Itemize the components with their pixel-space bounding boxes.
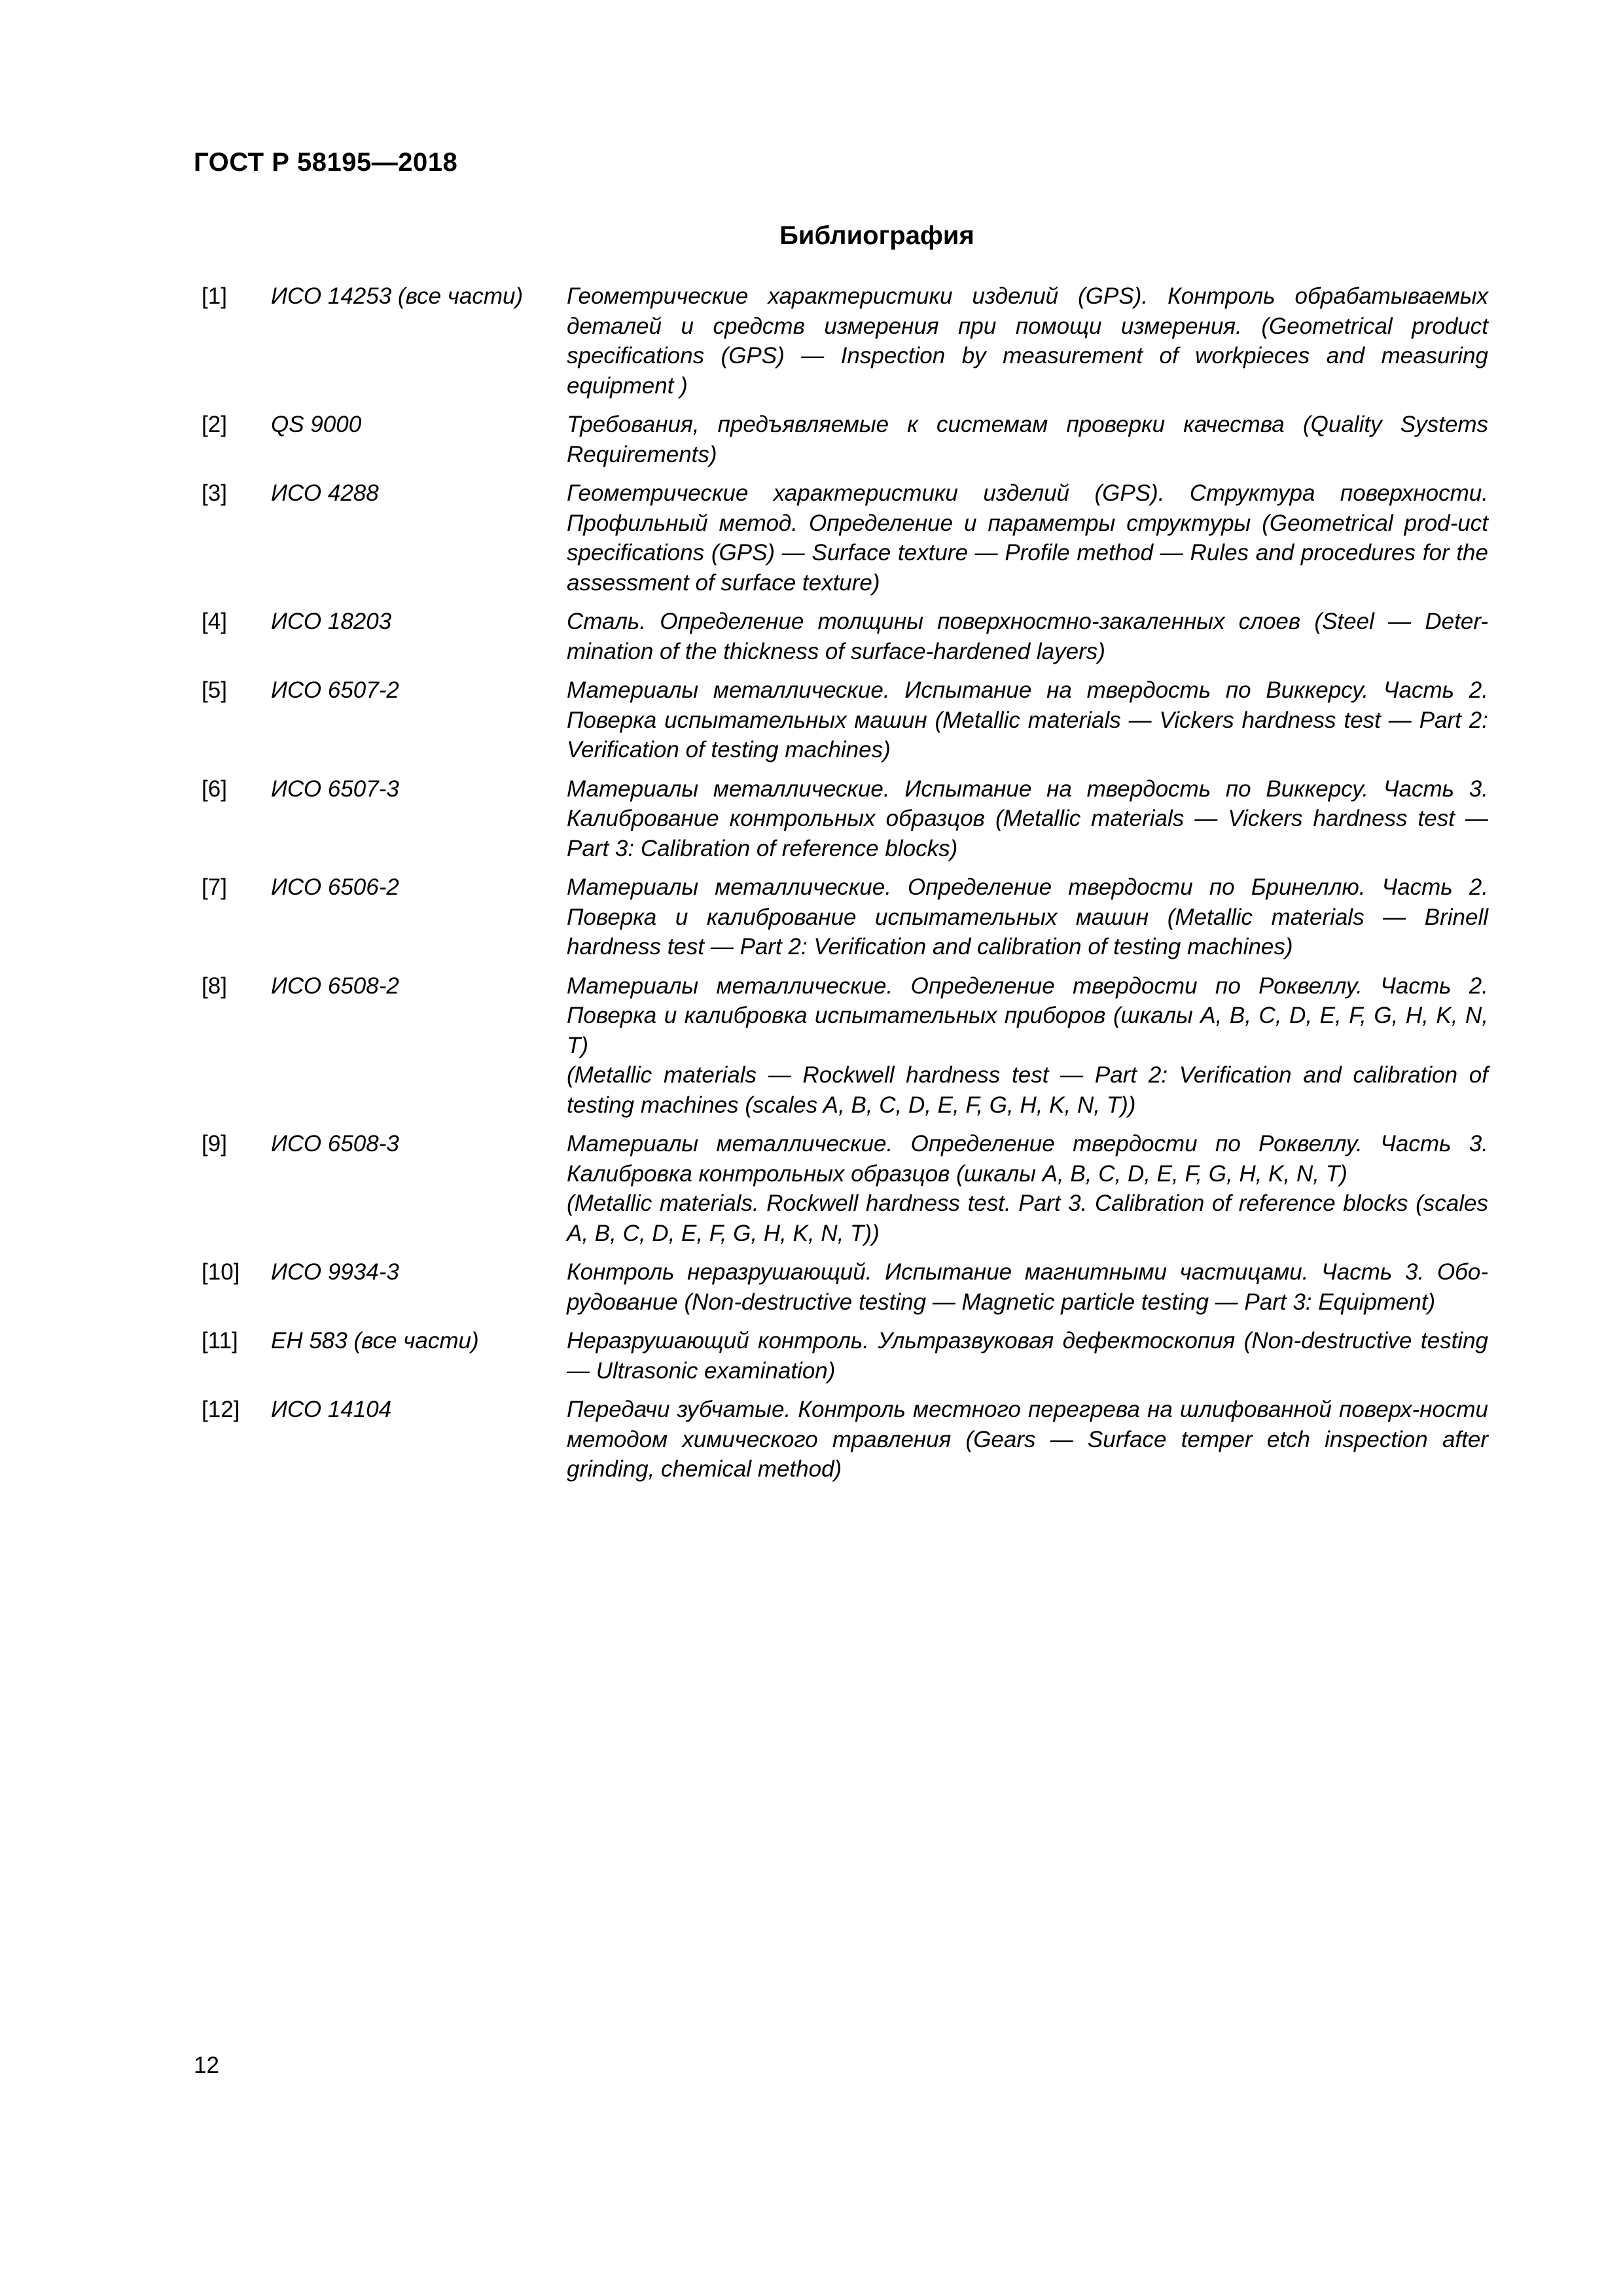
section-title: Библиография bbox=[779, 221, 974, 250]
description-paragraph: Материалы металлические. Испытание на твердость по Виккерсу. Часть 2. Поверка испытательных машин (Metallic materials — Vickers hardness test — Part 2: Verification of testing machines) bbox=[567, 677, 1488, 762]
standard-code: ИСО 9934-3 bbox=[271, 1259, 399, 1285]
description-paragraph: Геометрические характеристики изделий (GPS). Структура поверхности. Профильный метод. Определение и параметры структуры (Geometrical prod-uct specifications (GPS) — Surface texture — Profile method — Rules and procedures for the assessment of surface texture) bbox=[567, 480, 1488, 596]
bibliography-entry bbox=[202, 872, 1488, 962]
bibliography-entry bbox=[202, 410, 1488, 469]
entry-number: [4] bbox=[202, 609, 227, 634]
page-number: 12 bbox=[194, 2053, 219, 2078]
bibliography-entry bbox=[202, 971, 1488, 1121]
standard-description bbox=[567, 971, 1488, 1121]
standard-description bbox=[567, 1395, 1488, 1484]
standard-description bbox=[567, 607, 1488, 666]
bibliography-entry bbox=[202, 675, 1488, 765]
standard-code: ИСО 4288 bbox=[271, 480, 379, 506]
description-paragraph: Неразрушающий контроль. Ультразвуковая дефектоскопия (Non-destructive testing — Ultrasonic examination) bbox=[567, 1328, 1488, 1384]
standard-description bbox=[567, 410, 1488, 469]
document-header: ГОСТ Р 58195—2018 bbox=[194, 148, 458, 177]
description-paragraph: Сталь. Определение толщины поверхностно-закаленных слоев (Steel — Deter-mination of the thickness of surface-hardened layers) bbox=[567, 609, 1488, 664]
standard-code: QS 9000 bbox=[271, 412, 362, 437]
entry-number: [8] bbox=[202, 973, 227, 999]
standard-code: ИСО 14104 bbox=[271, 1397, 392, 1422]
standard-code: ИСО 6508-3 bbox=[271, 1131, 399, 1157]
entry-number: [10] bbox=[202, 1259, 240, 1285]
entry-number: [12] bbox=[202, 1397, 240, 1422]
description-paragraph: Материалы металлические. Определение твердости по Роквеллу. Часть 3. Калибровка контрольных образцов (шкалы A, B, C, D, E, F, G, H, K, N, T) bbox=[567, 1131, 1488, 1187]
description-paragraph: Передачи зубчатые. Контроль местного перегрева на шлифованной поверх-ности методом химического травления (Gears — Surface temper etch inspection after grinding, chemical method) bbox=[567, 1397, 1488, 1482]
bibliography-entry bbox=[202, 281, 1488, 401]
standard-code: ИСО 14253 (все части) bbox=[271, 283, 524, 309]
entry-number: [7] bbox=[202, 874, 227, 900]
bibliography-entry bbox=[202, 607, 1488, 666]
description-paragraph: Материалы металлические. Определение твердости по Роквеллу. Часть 2. Поверка и калибровка испытательных приборов (шкалы A, B, C, D, E, F, G, H, K, N, T) bbox=[567, 973, 1488, 1058]
standard-description bbox=[567, 1257, 1488, 1317]
standard-code: ИСО 6507-3 bbox=[271, 776, 399, 802]
entry-number: [2] bbox=[202, 412, 227, 437]
bibliography-entry bbox=[202, 478, 1488, 598]
bibliography-entry bbox=[202, 1326, 1488, 1386]
standard-code: ЕН 583 (все части) bbox=[271, 1328, 479, 1354]
bibliography-entry bbox=[202, 1129, 1488, 1248]
standard-description bbox=[567, 478, 1488, 598]
description-paragraph: Контроль неразрушающий. Испытание магнитными частицами. Часть 3. Обо-рудование (Non-destructive testing — Magnetic particle testing — Part 3: Equipment) bbox=[567, 1259, 1488, 1315]
entry-number: [5] bbox=[202, 677, 227, 703]
entry-number: [11] bbox=[202, 1328, 238, 1354]
standard-description bbox=[567, 872, 1488, 962]
standard-description bbox=[567, 675, 1488, 765]
bibliography-entry bbox=[202, 774, 1488, 864]
bibliography-entry bbox=[202, 1395, 1488, 1484]
standard-description bbox=[567, 1129, 1488, 1248]
entry-number: [6] bbox=[202, 776, 227, 802]
entry-number: [1] bbox=[202, 283, 227, 309]
description-paragraph: (Metallic materials — Rockwell hardness test — Part 2: Verification and calibration of testing machines (scales A, B, C, D, E, F, G, H, K, N, T)) bbox=[567, 1062, 1488, 1118]
standard-code: ИСО 18203 bbox=[271, 609, 392, 634]
standard-description bbox=[567, 281, 1488, 401]
standard-description bbox=[567, 1326, 1488, 1386]
description-paragraph: Геометрические характеристики изделий (GPS). Контроль обрабатываемых деталей и средств измерения при помощи измерения. (Geometrical product specifications (GPS) — Inspection by measurement of workpieces and measuring equipment ) bbox=[567, 283, 1488, 399]
standard-description bbox=[567, 774, 1488, 864]
standard-code: ИСО 6507-2 bbox=[271, 677, 399, 703]
entry-number: [3] bbox=[202, 480, 227, 506]
description-paragraph: Материалы металлические. Испытание на твердость по Виккерсу. Часть 3. Калибрование контрольных образцов (Metallic materials — Vickers hardness test — Part 3: Calibration of reference blocks) bbox=[567, 776, 1488, 861]
standard-code: ИСО 6506-2 bbox=[271, 874, 399, 900]
bibliography-list bbox=[202, 281, 1488, 1494]
bibliography-entry bbox=[202, 1257, 1488, 1317]
description-paragraph: Требования, предъявляемые к системам проверки качества (Quality Systems Requirements) bbox=[567, 412, 1488, 467]
entry-number: [9] bbox=[202, 1131, 227, 1157]
standard-code: ИСО 6508-2 bbox=[271, 973, 399, 999]
description-paragraph: Материалы металлические. Определение твердости по Бринеллю. Часть 2. Поверка и калибрование испытательных машин (Metallic materials — Brinell hardness test — Part 2: Verification and calibration of testing machines) bbox=[567, 874, 1488, 960]
description-paragraph: (Metallic materials. Rockwell hardness test. Part 3. Calibration of reference blocks (scales A, B, C, D, E, F, G, H, K, N, T)) bbox=[567, 1191, 1488, 1246]
